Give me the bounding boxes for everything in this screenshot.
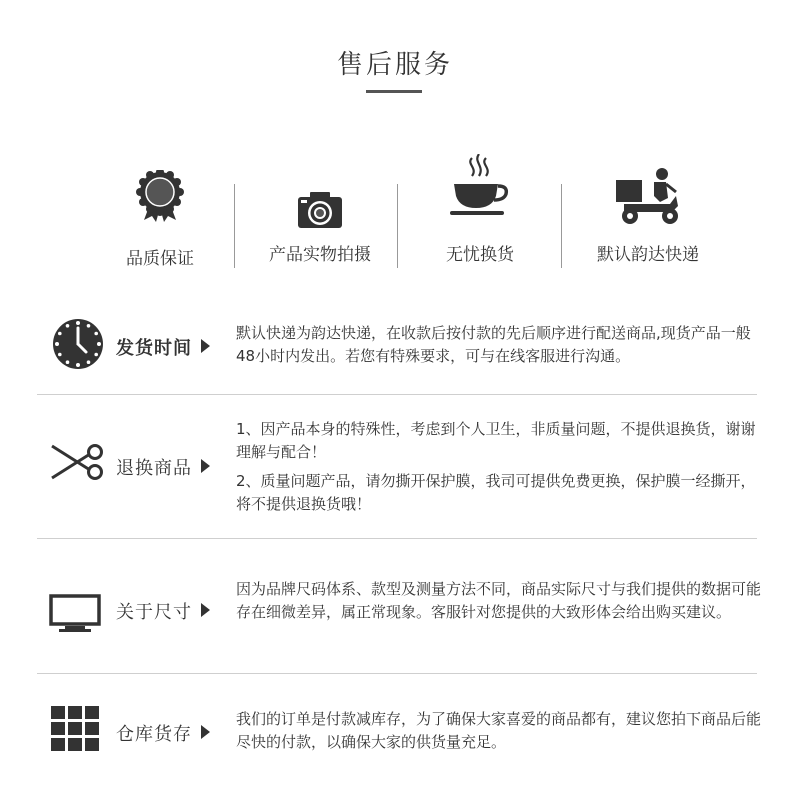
camera-icon	[296, 190, 344, 230]
feature-divider	[561, 184, 562, 268]
divider	[37, 673, 757, 674]
feature-delivery	[562, 170, 734, 280]
feature-label: 默认韵达快递	[597, 245, 699, 265]
title-underline	[366, 90, 422, 93]
coffee-cup-icon	[448, 154, 512, 216]
delivery-scooter-icon	[614, 166, 682, 230]
section-label: 仓库货存	[116, 720, 210, 746]
arrow-right-icon	[201, 603, 210, 617]
arrow-right-icon	[201, 725, 210, 739]
section-label: 退换商品	[116, 454, 210, 480]
scissors-icon	[50, 444, 104, 480]
feature-photo	[242, 170, 398, 280]
divider	[37, 394, 757, 395]
section-text: 因为品牌尺码体系、款型及测量方法不同，商品实际尺寸与我们提供的数据可能存在细微差异，属正常现象。客服针对您提供的大致形体会给出购买建议。	[236, 580, 762, 621]
monitor-icon	[49, 594, 101, 632]
feature-divider	[234, 184, 235, 268]
section-text: 我们的订单是付款减库存，为了确保大家喜爱的商品都有，建议您拍下商品后能尽快的付款，以确保大家的供货量充足。	[236, 710, 762, 751]
section-text: 默认快递为韵达快递，在收款后按付款的先后顺序进行配送商品,现货产品一般48小时内发出。若您有特殊要求，可与在线客服进行沟通。	[236, 324, 751, 365]
warehouse-grid-icon	[51, 706, 99, 752]
clock-icon	[52, 318, 104, 370]
feature-label: 无忧换货	[446, 245, 514, 265]
section-label: 发货时间	[116, 334, 210, 360]
page-title: 售后服务	[336, 50, 453, 80]
arrow-right-icon	[201, 459, 210, 473]
feature-label: 产品实物拍摄	[269, 245, 371, 265]
quality-badge-icon	[136, 170, 184, 222]
feature-exchange	[398, 170, 562, 280]
feature-label: 品质保证	[126, 249, 194, 269]
divider	[37, 538, 757, 539]
feature-quality	[78, 170, 242, 280]
feature-strip	[78, 170, 734, 280]
arrow-right-icon	[201, 339, 210, 353]
section-label: 关于尺寸	[116, 598, 210, 624]
section-text: 1、因产品本身的特殊性，考虑到个人卫生，非质量问题，不提供退换货，谢谢理解与配合！ 2、质量问题产品，请勿撕开保护膜，我司可提供免费更换，保护膜一经撕开，将不提供退换货哦！	[236, 420, 756, 513]
feature-divider	[397, 184, 398, 268]
